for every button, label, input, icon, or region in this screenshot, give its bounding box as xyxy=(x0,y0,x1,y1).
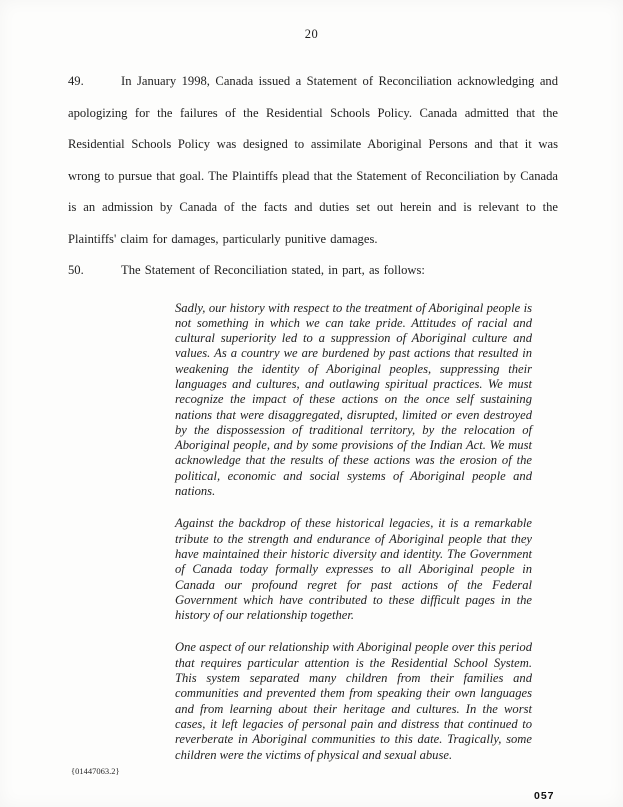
file-number-stamp: {01447063.2} xyxy=(71,766,120,776)
paragraph-50-text: The Statement of Reconciliation stated, in part, as follows: xyxy=(121,263,425,277)
bates-page-stamp: 057 xyxy=(534,790,555,802)
document-body xyxy=(68,66,558,780)
block-quotes xyxy=(175,301,532,763)
quote-paragraph-3: One aspect of our relationship with Aboriginal people over this period that requires particular attention is the Residential School System. This system separated many children from their families and communities and prevented them from speaking their own languages and from learning about their heritage and cultures. In the worst cases, it left legacies of personal pain and distress that continued to reverberate in Aboriginal communities to this date. Tragically, some children were the victims of physical and sexual abuse. xyxy=(175,640,532,762)
quote-paragraph-1: Sadly, our history with respect to the treatment of Aboriginal people is not something in which we can take pride. Attitudes of racial and cultural superiority led to a suppression of Aboriginal culture and values. As a country we are burdened by past actions that resulted in weakening the identity of Aboriginal peoples, suppressing their languages and cultures, and outlawing spiritual practices. We must recognize the impact of these actions on the once self sustaining nations that were disaggregated, disrupted, limited or even destroyed by the dispossession of traditional territory, by the relocation of Aboriginal people, and by some provisions of the Indian Act. We must acknowledge that the results of these actions was the erosion of the political, economic and social systems of Aboriginal people and nations. xyxy=(175,300,532,499)
quote-paragraph-2: Against the backdrop of these historical legacies, it is a remarkable tribute to the strength and endurance of Aboriginal people that they have maintained their historic diversity and identity. The Government of Canada today formally expresses to all Aboriginal people in Canada our profound regret for past actions of the Federal Government which have contributed to these difficult pages in the history of our relationship together. xyxy=(175,516,532,623)
paragraph-49 xyxy=(68,66,558,255)
paragraph-50 xyxy=(68,255,558,287)
paragraph-50-number: 50. xyxy=(68,263,84,277)
page-number: 20 xyxy=(304,27,319,41)
paragraph-49-text: In January 1998, Canada issued a Statement of Reconciliation acknowledging and apologizing for the failures of the Residential Schools Policy. Canada admitted that the Residential Schools Policy was designed to assimilate Aboriginal Persons and that it was wrong to pursue that goal. The Plaintiffs plead that the Statement of Reconciliation by Canada is an admission by Canada of the facts and duties set out herein and is relevant to the Plaintiffs' claim for damages, particularly punitive damages. xyxy=(68,74,558,246)
paragraph-49-number: 49. xyxy=(68,74,84,88)
